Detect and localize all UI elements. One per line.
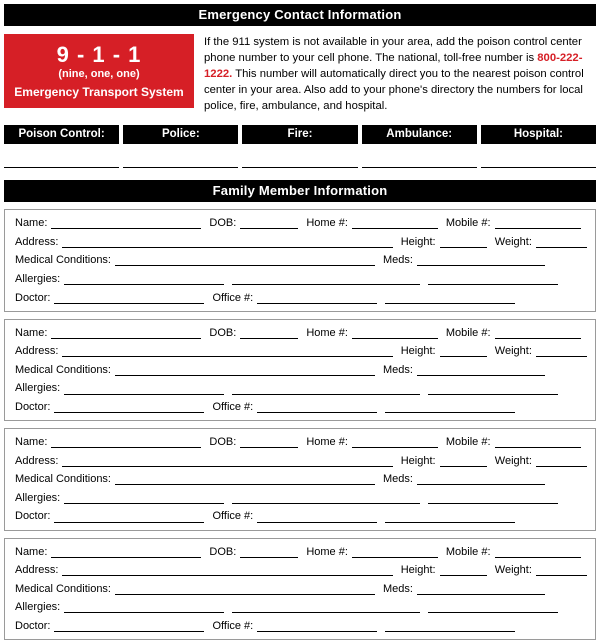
member-row-identity <box>15 436 587 448</box>
label-name: Name: <box>15 545 48 558</box>
label-doctor: Doctor: <box>15 401 51 413</box>
family-member-card <box>4 319 596 421</box>
field-office[interactable] <box>257 292 377 304</box>
label-meds: Meds: <box>383 473 413 486</box>
field-meds[interactable] <box>417 583 545 595</box>
field-doctor[interactable] <box>54 401 204 413</box>
member-row-address <box>15 455 587 467</box>
label-name: Name: <box>15 326 48 339</box>
label-mobile: Mobile #: <box>445 545 491 558</box>
label-mobile: Mobile #: <box>445 217 491 230</box>
field-doctor-extra[interactable] <box>385 620 515 632</box>
contact-label-ambulance: Ambulance: <box>362 125 477 144</box>
member-row-identity <box>15 217 587 229</box>
label-weight: Weight: <box>494 564 532 577</box>
field-address[interactable] <box>62 345 392 357</box>
field-allergies-2[interactable] <box>232 273 420 285</box>
field-allergies-3[interactable] <box>428 273 558 285</box>
label-medical-conditions: Medical Conditions: <box>15 582 111 595</box>
member-row-address <box>15 236 587 248</box>
contact-field-fire[interactable] <box>242 166 357 168</box>
field-weight[interactable] <box>536 345 587 357</box>
label-height: Height: <box>400 345 436 358</box>
field-allergies-3[interactable] <box>428 492 558 504</box>
field-medical-conditions[interactable] <box>115 254 375 266</box>
field-mobile[interactable] <box>495 436 581 448</box>
label-dob: DOB: <box>209 545 237 558</box>
field-medical-conditions[interactable] <box>115 364 375 376</box>
field-doctor-extra[interactable] <box>385 401 515 413</box>
field-doctor[interactable] <box>54 620 204 632</box>
contact-label-police: Police: <box>123 125 238 144</box>
field-address[interactable] <box>62 455 392 467</box>
label-height: Height: <box>400 564 436 577</box>
field-weight[interactable] <box>536 455 587 467</box>
field-name[interactable] <box>51 436 201 448</box>
paragraph-part-1: If the 911 system is not available in your area, add the poison control center phone number to your cell phone. The national, toll-free number is <box>204 36 582 65</box>
field-weight[interactable] <box>536 236 587 248</box>
label-allergies: Allergies: <box>15 601 61 614</box>
label-name: Name: <box>15 436 48 449</box>
contact-label-poison-control: Poison Control: <box>4 125 119 144</box>
label-medical-conditions: Medical Conditions: <box>15 363 111 376</box>
field-meds[interactable] <box>417 364 545 376</box>
label-office: Office #: <box>212 619 254 632</box>
badge-spelled: (nine, one, one) <box>58 68 140 81</box>
member-row-doctor <box>15 401 587 413</box>
member-row-conditions <box>15 583 587 595</box>
field-address[interactable] <box>62 564 392 576</box>
field-weight[interactable] <box>536 564 587 576</box>
member-row-doctor <box>15 510 587 522</box>
label-allergies: Allergies: <box>15 491 61 504</box>
field-home[interactable] <box>352 436 438 448</box>
label-meds: Meds: <box>383 254 413 267</box>
emergency-info-block <box>4 34 596 114</box>
section-header-family: Family Member Information <box>4 180 596 202</box>
label-weight: Weight: <box>494 345 532 358</box>
label-weight: Weight: <box>494 454 532 467</box>
member-row-doctor <box>15 620 587 632</box>
field-meds[interactable] <box>417 254 545 266</box>
emergency-paragraph <box>204 34 596 114</box>
contact-label-hospital: Hospital: <box>481 125 596 144</box>
member-row-allergies <box>15 601 587 613</box>
field-home[interactable] <box>352 217 438 229</box>
label-doctor: Doctor: <box>15 619 51 632</box>
contact-write-in-lines <box>4 166 596 168</box>
family-member-card <box>4 428 596 530</box>
field-dob[interactable] <box>240 217 298 229</box>
label-mobile: Mobile #: <box>445 436 491 449</box>
member-row-identity <box>15 546 587 558</box>
member-row-conditions <box>15 473 587 485</box>
field-height[interactable] <box>440 236 487 248</box>
field-doctor-extra[interactable] <box>385 292 515 304</box>
field-allergies-3[interactable] <box>428 601 558 613</box>
paragraph-part-2: This number will automatically direct you to the nearest poison control center in your area. Also add to your phone's directory the numbers for local police, fire, ambulance, and hospital. <box>204 68 584 113</box>
label-name: Name: <box>15 217 48 230</box>
field-office[interactable] <box>257 511 377 523</box>
family-member-card <box>4 209 596 311</box>
field-allergies-1[interactable] <box>64 601 224 613</box>
field-mobile[interactable] <box>495 546 581 558</box>
label-address: Address: <box>15 454 59 467</box>
field-dob[interactable] <box>240 436 298 448</box>
field-medical-conditions[interactable] <box>115 473 375 485</box>
field-allergies-2[interactable] <box>232 383 420 395</box>
member-row-address <box>15 564 587 576</box>
label-doctor: Doctor: <box>15 291 51 304</box>
field-office[interactable] <box>257 620 377 632</box>
label-weight: Weight: <box>494 235 532 248</box>
field-allergies-1[interactable] <box>64 273 224 285</box>
contact-field-hospital[interactable] <box>481 166 596 168</box>
field-home[interactable] <box>352 327 438 339</box>
label-doctor: Doctor: <box>15 510 51 523</box>
emergency-911-badge <box>4 34 194 108</box>
label-address: Address: <box>15 345 59 358</box>
contact-field-police[interactable] <box>123 166 238 168</box>
field-meds[interactable] <box>417 473 545 485</box>
contact-field-poison-control[interactable] <box>4 166 119 168</box>
label-meds: Meds: <box>383 363 413 376</box>
field-allergies-2[interactable] <box>232 492 420 504</box>
label-home: Home #: <box>306 217 348 230</box>
label-meds: Meds: <box>383 582 413 595</box>
label-mobile: Mobile #: <box>445 326 491 339</box>
document-page <box>0 4 600 632</box>
field-dob[interactable] <box>240 546 298 558</box>
label-home: Home #: <box>306 326 348 339</box>
contact-label-bars <box>4 125 596 144</box>
field-address[interactable] <box>62 236 392 248</box>
member-row-doctor <box>15 292 587 304</box>
contact-label-fire: Fire: <box>242 125 357 144</box>
field-doctor[interactable] <box>54 511 204 523</box>
member-row-allergies <box>15 382 587 394</box>
field-mobile[interactable] <box>495 327 581 339</box>
field-allergies-1[interactable] <box>64 492 224 504</box>
member-row-address <box>15 345 587 357</box>
field-name[interactable] <box>51 546 201 558</box>
label-address: Address: <box>15 235 59 248</box>
label-medical-conditions: Medical Conditions: <box>15 473 111 486</box>
member-row-identity <box>15 327 587 339</box>
field-name[interactable] <box>51 327 201 339</box>
label-home: Home #: <box>306 436 348 449</box>
section-header-emergency: Emergency Contact Information <box>4 4 596 26</box>
label-office: Office #: <box>212 401 254 413</box>
field-allergies-2[interactable] <box>232 601 420 613</box>
field-office[interactable] <box>257 401 377 413</box>
label-medical-conditions: Medical Conditions: <box>15 254 111 267</box>
member-row-allergies <box>15 273 587 285</box>
field-allergies-3[interactable] <box>428 383 558 395</box>
family-member-list <box>4 209 596 640</box>
field-name[interactable] <box>51 217 201 229</box>
badge-subtitle: Emergency Transport System <box>14 85 184 100</box>
field-height[interactable] <box>440 345 487 357</box>
poison-control-number: 800-222-1222. <box>204 52 583 81</box>
label-address: Address: <box>15 564 59 577</box>
label-home: Home #: <box>306 545 348 558</box>
field-allergies-1[interactable] <box>64 383 224 395</box>
badge-number: 9 - 1 - 1 <box>56 42 142 67</box>
member-row-conditions <box>15 364 587 376</box>
label-dob: DOB: <box>209 217 237 230</box>
label-office: Office #: <box>212 510 254 523</box>
field-dob[interactable] <box>240 327 298 339</box>
label-office: Office #: <box>212 291 254 304</box>
field-doctor-extra[interactable] <box>385 511 515 523</box>
label-height: Height: <box>400 235 436 248</box>
field-medical-conditions[interactable] <box>115 583 375 595</box>
family-member-card <box>4 538 596 640</box>
field-mobile[interactable] <box>495 217 581 229</box>
field-height[interactable] <box>440 455 487 467</box>
field-home[interactable] <box>352 546 438 558</box>
label-height: Height: <box>400 454 436 467</box>
label-allergies: Allergies: <box>15 382 61 395</box>
member-row-conditions <box>15 254 587 266</box>
label-dob: DOB: <box>209 436 237 449</box>
contact-field-ambulance[interactable] <box>362 166 477 168</box>
label-allergies: Allergies: <box>15 272 61 285</box>
field-height[interactable] <box>440 564 487 576</box>
label-dob: DOB: <box>209 326 237 339</box>
field-doctor[interactable] <box>54 292 204 304</box>
member-row-allergies <box>15 492 587 504</box>
